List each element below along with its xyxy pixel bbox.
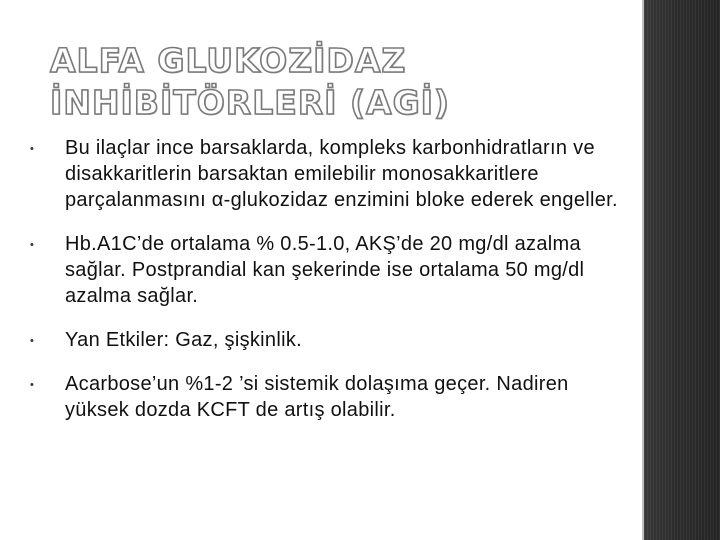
bullet-text: Bu ilaçlar ince barsaklarda, kompleks karbonhidratların ve disakkaritlerin barsaktan emilebilir monosakkaritlere parçalanmasını α-glukozidaz enzimini bloke ederek engeller. — [65, 137, 618, 211]
bullet-icon: • — [30, 379, 35, 391]
bullet-icon: • — [30, 143, 35, 155]
bullet-text: Hb.A1C’de ortalama % 0.5-1.0, AKŞ’de 20 mg/dl azalma sağlar. Postprandial kan şekerinde ise ortalama 50 mg/dl azalma sağlar. — [65, 233, 585, 307]
bullet-item — [28, 371, 618, 423]
bullet-icon: • — [30, 239, 35, 251]
bullet-item — [28, 231, 618, 309]
decorative-side-strip — [642, 0, 720, 540]
slide-title: ALFA GLUKOZİDAZ İNHİBİTÖRLERİ (AGİ) — [50, 41, 451, 122]
bullet-list — [28, 135, 618, 441]
bullet-item — [28, 327, 618, 353]
bullet-icon: • — [30, 335, 35, 347]
bullet-text: Acarbose’un %1-2 ’si sistemik dolaşıma geçer. Nadiren yüksek dozda KCFT de artış olabilir. — [65, 373, 569, 421]
bullet-text: Yan Etkiler: Gaz, şişkinlik. — [65, 329, 302, 351]
bullet-item — [28, 135, 618, 213]
